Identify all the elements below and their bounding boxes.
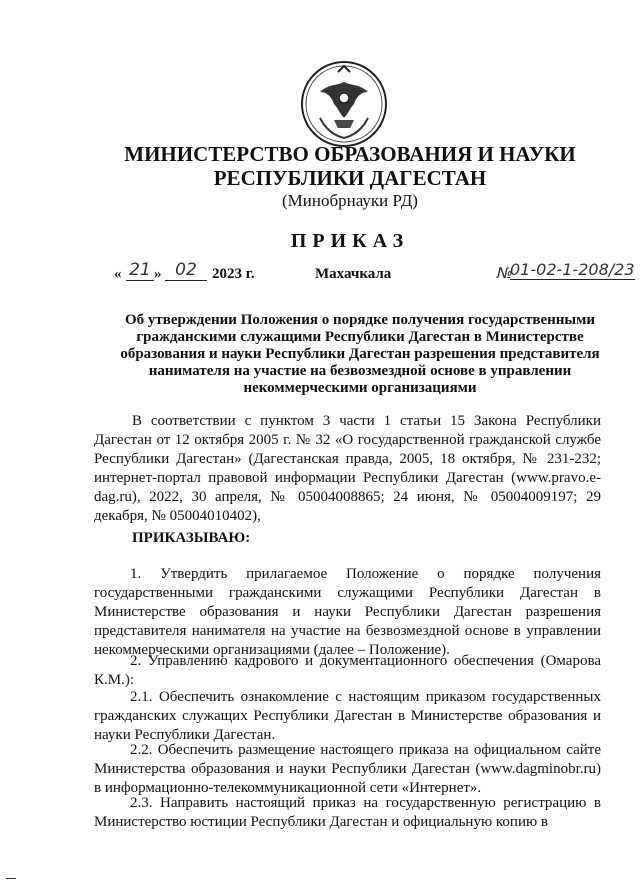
date-number-line [0, 262, 640, 290]
ministry-title-line1: МИНИСТЕРСТВО ОБРАЗОВАНИЯ И НАУКИ [124, 142, 576, 166]
order-item-2-3: 2.3. Направить настоящий приказ на государственную регистрацию в Министерство юстиции Республики Дагестан и официальную копию в [94, 795, 601, 830]
ministry-title-line2: РЕСПУБЛИКИ ДАГЕСТАН [213, 166, 487, 190]
ministry-title [60, 142, 640, 190]
scan-mark [6, 878, 16, 879]
order-item-2-1: 2.1. Обеспечить ознакомление с настоящим приказом государственных гражданских служащих Республики Дагестан в Министерстве образования и науки Республики Дагестан. [94, 689, 601, 743]
subject-line: Об утверждении Положения о порядке получения государственными [125, 312, 595, 328]
city-name: Махачкала [315, 266, 392, 282]
date-month: 02 [165, 260, 207, 281]
preamble-paragraph: В соответствии с пунктом 3 части 1 статьи 15 Закона Республики Дагестан от 12 октября 2005 г. № 32 «О государственной гражданской службе Республики Дагестан» (Дагестанская правда, 2005, 18 октября, № 231-232; интернет-портал правовой информации Республики Дагестан (www.pravo.e-dag.ru), 2022, 30 апреля, № 05004008865; 24 июня, № 05004009197; 29 декабря, № 05004010402), [94, 413, 601, 524]
subject-line: нанимателя на участие на безвозмездной основе в управлении [148, 363, 572, 379]
coat-of-arms-emblem [298, 58, 390, 150]
order-word: ПРИКАЗЫВАЮ: [132, 530, 251, 546]
date-quote-open: « [114, 266, 122, 282]
subject-line: некоммерческими организациями [243, 380, 477, 396]
date-quote-close: » [154, 266, 162, 282]
subject-line: образования и науки Республики Дагестан разрешения представителя [120, 346, 600, 362]
ministry-short-name: (Минобрнауки РД) [282, 191, 418, 210]
document-type-heading: ПРИКАЗ [290, 230, 410, 252]
order-number-label: № [497, 264, 513, 282]
order-item-1: 1. Утвердить прилагаемое Положение о порядке получения государственными гражданскими служащими Республики Дагестан в Министерстве образования и науки Республики Дагестан разрешения представителя нанимателя на участие на безвозмездной основе в управлении некоммерческими организациями (далее – Положение). [94, 566, 601, 658]
date-day: 21 [126, 260, 154, 281]
subject-line: гражданскими служащими Республики Дагестан в Министерстве [136, 329, 584, 345]
order-item-2: 2. Управлению кадрового и документационного обеспечения (Омарова К.М.): [94, 653, 601, 688]
order-item-2-2: 2.2. Обеспечить размещение настоящего приказа на официальном сайте Министерства образования и науки Республики Дагестан (www.dagminobr.ru) в информационно-телекоммуникационной сети «Интернет». [94, 742, 601, 796]
order-subject [100, 312, 620, 397]
date-year: 2023 г. [212, 266, 255, 282]
order-number: 01-02-1-208/23 [510, 260, 635, 279]
